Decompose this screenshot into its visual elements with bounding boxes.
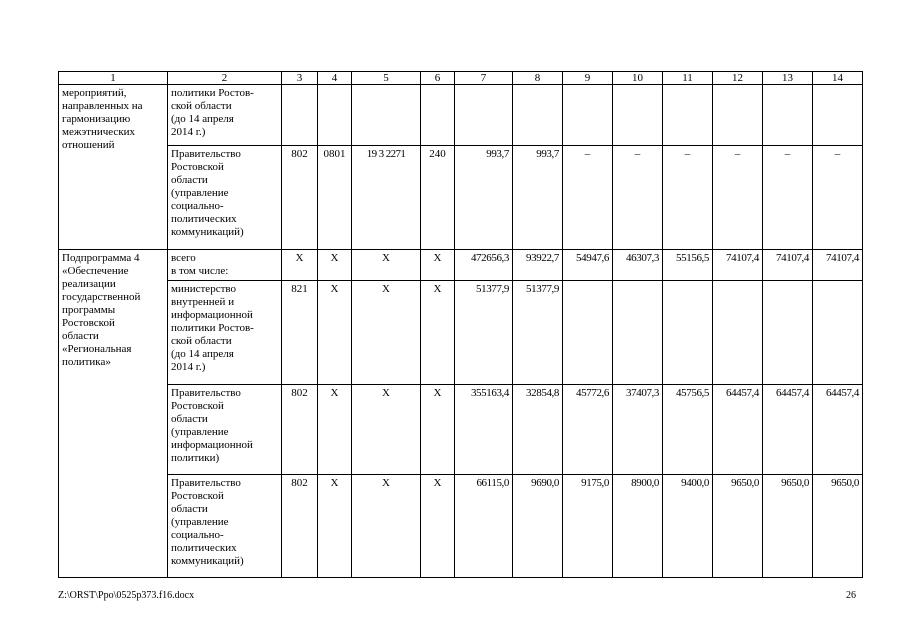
value-cell: 64457,4: [813, 385, 863, 475]
measure-name-cell: мероприятий, направленных на гармонизацию межэтнических отношений: [59, 85, 168, 250]
column-number: 13: [763, 72, 813, 85]
value-cell: [563, 85, 613, 146]
csr-cell: Х: [352, 475, 421, 578]
value-cell: –: [713, 146, 763, 250]
value-cell: 993,7: [513, 146, 563, 250]
value-cell: 9175,0: [563, 475, 613, 578]
value-cell: [763, 281, 813, 385]
value-cell: [713, 85, 763, 146]
value-cell: [613, 85, 663, 146]
rzpr-cell: Х: [318, 281, 352, 385]
table-row: [59, 385, 863, 475]
column-number: 1: [59, 72, 168, 85]
value-cell: [813, 85, 863, 146]
vr-cell: [421, 85, 455, 146]
value-cell: 45772,6: [563, 385, 613, 475]
executor-cell: политики Ростов- ской области (до 14 апреля 2014 г.): [168, 85, 282, 146]
executor-cell: Правительство Ростовской области (управление социально- политических коммуникаций): [168, 475, 282, 578]
value-cell: 9650,0: [813, 475, 863, 578]
value-cell: 64457,4: [713, 385, 763, 475]
grbs-cell: 821: [282, 281, 318, 385]
value-cell: –: [813, 146, 863, 250]
value-cell: 51377,9: [513, 281, 563, 385]
value-cell: 45756,5: [663, 385, 713, 475]
value-cell: 9650,0: [713, 475, 763, 578]
table-row: [59, 475, 863, 578]
column-number: 10: [613, 72, 663, 85]
executor-cell: Правительство Ростовской области (управление информационной политики): [168, 385, 282, 475]
column-number: 7: [455, 72, 513, 85]
value-cell: –: [563, 146, 613, 250]
rzpr-cell: Х: [318, 250, 352, 281]
csr-cell: Х: [352, 385, 421, 475]
grbs-cell: 802: [282, 475, 318, 578]
value-cell: 9650,0: [763, 475, 813, 578]
value-cell: [713, 281, 763, 385]
executor-cell: Правительство Ростовской области (управление социально- политических коммуникаций): [168, 146, 282, 250]
value-cell: 54947,6: [563, 250, 613, 281]
value-cell: [813, 281, 863, 385]
csr-cell: Х: [352, 281, 421, 385]
column-number: 14: [813, 72, 863, 85]
value-cell: 37407,3: [613, 385, 663, 475]
vr-cell: Х: [421, 385, 455, 475]
grbs-cell: Х: [282, 250, 318, 281]
page-number: 26: [846, 590, 856, 601]
column-number: 4: [318, 72, 352, 85]
vr-cell: Х: [421, 281, 455, 385]
value-cell: 51377,9: [455, 281, 513, 385]
value-cell: [563, 281, 613, 385]
value-cell: 8900,0: [613, 475, 663, 578]
column-number: 12: [713, 72, 763, 85]
grbs-cell: 802: [282, 146, 318, 250]
value-cell: 74107,4: [713, 250, 763, 281]
value-cell: 355163,4: [455, 385, 513, 475]
table-row: [59, 85, 863, 146]
column-number: 3: [282, 72, 318, 85]
value-cell: [613, 281, 663, 385]
value-cell: 55156,5: [663, 250, 713, 281]
value-cell: [663, 85, 713, 146]
value-cell: –: [613, 146, 663, 250]
value-cell: 74107,4: [813, 250, 863, 281]
vr-cell: Х: [421, 475, 455, 578]
value-cell: 66115,0: [455, 475, 513, 578]
column-number: 8: [513, 72, 563, 85]
column-number: 9: [563, 72, 613, 85]
csr-cell: [352, 85, 421, 146]
value-cell: 74107,4: [763, 250, 813, 281]
subprogram-name-cell: Подпрограмма 4 «Обеспечение реализации государственной программы Ростовской области «Региональная политика»: [59, 250, 168, 578]
value-cell: 472656,3: [455, 250, 513, 281]
column-number: 2: [168, 72, 282, 85]
document-file-path: Z:\ORST\Ppo\0525p373.f16.docx: [58, 590, 195, 601]
value-cell: 993,7: [455, 146, 513, 250]
rzpr-cell: 0801: [318, 146, 352, 250]
csr-cell: 19 3 2271: [352, 146, 421, 250]
value-cell: [513, 85, 563, 146]
value-cell: [763, 85, 813, 146]
grbs-cell: 802: [282, 385, 318, 475]
executor-cell: всего в том числе:: [168, 250, 282, 281]
rzpr-cell: [318, 85, 352, 146]
rzpr-cell: Х: [318, 385, 352, 475]
value-cell: 64457,4: [763, 385, 813, 475]
value-cell: 32854,8: [513, 385, 563, 475]
table-row: [59, 250, 863, 281]
column-number-row: [59, 72, 863, 85]
rzpr-cell: Х: [318, 475, 352, 578]
executor-cell: министерство внутренней и информационной политики Ростов- ской области (до 14 апреля 2014 г.): [168, 281, 282, 385]
grbs-cell: [282, 85, 318, 146]
value-cell: 9690,0: [513, 475, 563, 578]
csr-cell: Х: [352, 250, 421, 281]
value-cell: 46307,3: [613, 250, 663, 281]
vr-cell: Х: [421, 250, 455, 281]
column-number: 6: [421, 72, 455, 85]
budget-table: [58, 71, 863, 578]
value-cell: [455, 85, 513, 146]
column-number: 11: [663, 72, 713, 85]
value-cell: 93922,7: [513, 250, 563, 281]
value-cell: –: [763, 146, 813, 250]
value-cell: –: [663, 146, 713, 250]
table-row: [59, 281, 863, 385]
vr-cell: 240: [421, 146, 455, 250]
table-row: [59, 146, 863, 250]
value-cell: 9400,0: [663, 475, 713, 578]
value-cell: [663, 281, 713, 385]
column-number: 5: [352, 72, 421, 85]
